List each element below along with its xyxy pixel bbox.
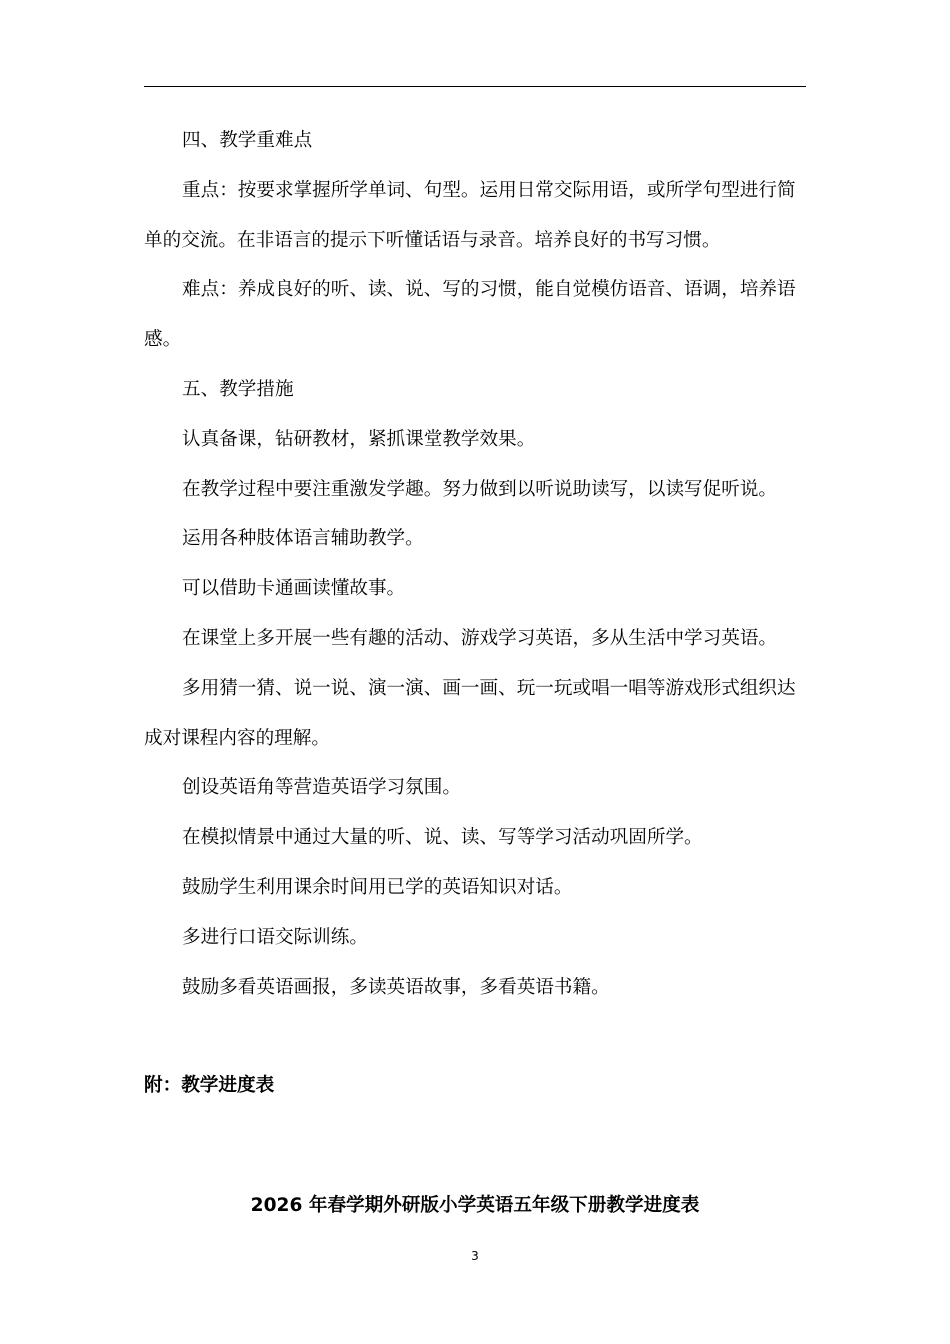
measure-item-continuation: 成对课程内容的理解。 — [144, 727, 330, 749]
key-points-paragraph-line-2: 单的交流。在非语言的提示下听懂话语与录音。培养良好的书写习惯。 — [144, 229, 721, 251]
page-number: 3 — [471, 1249, 479, 1263]
measure-item: 在教学过程中要注重激发学趣。努力做到以听说助读写，以读写促听说。 — [182, 478, 778, 500]
difficulties-paragraph-line-2: 感。 — [144, 329, 182, 351]
measure-item: 鼓励多看英语画报，多读英语故事，多看英语书籍。 — [182, 976, 610, 998]
measure-item: 多进行口语交际训练。 — [182, 926, 368, 948]
measure-item: 多用猜一猜、说一说、演一演、画一画、玩一玩或唱一唱等游戏形式组织达 — [182, 677, 796, 699]
measure-item: 鼓励学生利用课余时间用已学的英语知识对话。 — [182, 876, 573, 898]
measure-item: 在模拟情景中通过大量的听、说、读、写等学习活动巩固所学。 — [182, 827, 703, 849]
measure-item: 认真备课，钻研教材，紧抓课堂教学效果。 — [182, 428, 536, 450]
measure-item: 运用各种肢体语言辅助教学。 — [182, 528, 424, 550]
measure-item: 创设英语角等营造英语学习氛围。 — [182, 777, 461, 799]
measure-item: 可以借助卡通画读懂故事。 — [182, 578, 406, 600]
header-rule — [144, 86, 806, 87]
key-points-paragraph-line-1: 重点：按要求掌握所学单词、句型。运用日常交际用语，或所学句型进行简 — [182, 179, 796, 201]
section-heading-key-points: 四、教学重难点 — [182, 130, 313, 151]
document-body — [144, 116, 808, 1012]
measure-item: 在课堂上多开展一些有趣的活动、游戏学习英语，多从生活中学习英语。 — [182, 627, 778, 649]
schedule-table-title: 2026 年春学期外研版小学英语五年级下册教学进度表 — [250, 1195, 700, 1216]
appendix-label: 附：教学进度表 — [144, 1075, 275, 1096]
difficulties-paragraph-line-1: 难点：养成良好的听、读、说、写的习惯，能自觉模仿语音、语调，培养语 — [182, 279, 796, 301]
section-heading-measures: 五、教学措施 — [182, 378, 294, 400]
